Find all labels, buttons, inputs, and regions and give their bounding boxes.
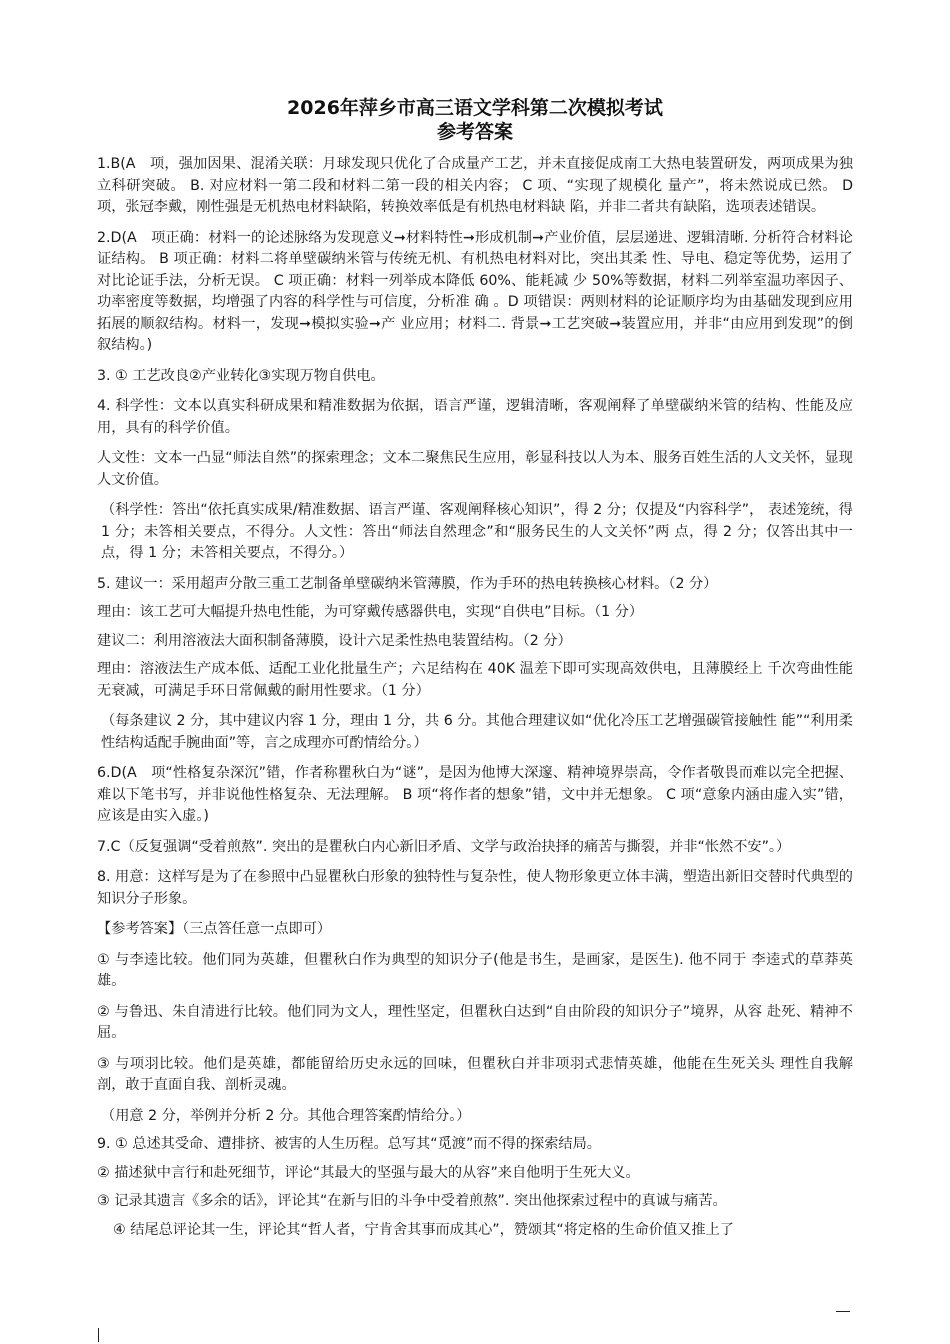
document-subtitle: 参考答案 [436,121,513,143]
answer-9-point-1: 9. ① 总述其受命、遭排挤、被害的人生历程。总写其“觅渡”而不得的探索结局。 [97,1136,601,1152]
answer-7: 7.C（反复强调“受着煎熬”. 突出的是瞿秋白内心新旧矛盾、文学与政治抉择的痛苦与撕裂，并非“怅然不安”。） [97,838,791,855]
answer-8-point-3: ③ 与项羽比较。他们是英雄，都能留给历史永远的回味，但瞿秋白并非项羽式悲情英雄，他能在生死关头 理性自我解剖，敢于直面自我、剖析灵魂。 [97,1055,853,1093]
answer-5-reason-2: 理由：溶液法生产成本低、适配工业化批量生产；六足结构在 40K 温差下即可实现高效供电，且薄膜经上 千次弯曲性能无衰减，可满足手环日常佩戴的耐用性要求。（1 分） [97,661,853,699]
answer-9-point-4: ④ 结尾总评论其一生，评论其“哲人者，宁肯舍其事而成其心”，赞颂其“将定格的生命价值又推上了 [113,1221,734,1238]
answer-5-scoring: （每条建议 2 分，其中建议内容 1 分，理由 1 分，共 6 分。其他合理建议如“优化冷压工艺增强碳管接触性 能”“利用柔性结构适配手腕曲面”等，言之成理亦可酌情给分。） [101,713,853,751]
answer-8-intent: 8. 用意：这样写是为了在参照中凸显瞿秋白形象的独特性与复杂性，使人物形象更立体丰满，塑造出新旧交替时代典型的知识分子形象。 [97,869,853,907]
answer-document [97,96,853,1248]
answer-3: 3. ① 工艺改良②产业转化③实现万物自供电。 [97,367,385,384]
answer-5-suggestion-2: 建议二：利用溶液法大面积制备薄膜，设计六足柔性热电装置结构。（2 分） [97,632,572,649]
answer-8-point-1: ① 与李逵比较。他们同为英雄，但瞿秋白作为典型的知识分子(他是书生，是画家，是医生). 他不同于 李逵式的草莽英雄。 [97,951,853,989]
answer-8-scoring: （用意 2 分，举例并分析 2 分。其他合理答案酌情给分。） [101,1107,471,1124]
page-edge-mark [836,1311,850,1312]
answer-5-suggestion-1: 5. 建议一：采用超声分散三重工艺制备单壁碳纳米管薄膜，作为手环的热电转换核心材料。（2 分） [97,575,718,592]
answer-9-point-2: ② 描述狱中言行和赴死细节，评论“其最大的坚强与最大的从容”来自他明于生死大义。 [97,1164,640,1181]
document-title: 2026年萍乡市高三语文学科第二次模拟考试 [287,97,663,119]
answer-1: 1.B(A 项，强加因果、混淆关联：月球发现只优化了合成量产工艺，并未直接促成南工大热电装置研发，两项成果为独立科研突破。 B. 对应材料一第二段和材料二第一段的相关内容； C 项、“实现了规模化 量产”，将未然说成已然。 D 项，张冠李戴，刚性强是无机热电材料缺陷，转换效率低是有机热电材料缺 陷，并非二者共有缺陷，选项表述错误。 [97,156,853,215]
answer-2: 2.D(A 项正确：材料一的论述脉络为发现意义➞材料特性➞形成机制➞产业价值，层层递进、逻辑清晰. 分析符合材料论证结构。 B 项正确：材料二将单壁碳纳米管与传统无机、有机热电材料对比，突出其柔 性、导电、稳定等优势，运用了对比论证手法，分析无误。 C 项正确：材料一列举成本降低 60%、能耗减 少 50%等数据，材料二列举室温功率因子、功率密度等数据，均增强了内容的科学性与可信度，分析准 确 。D 项错误：两则材料的论证顺序均为由基础发现到应用拓展的顺叙结构。材料一，发现➞模拟实验➞产 业应用；材料二. 背景➞工艺突破➞装置应用，并非“由应用到发现”的倒叙结构。) [97,229,853,353]
answer-9-point-3: ③ 记录其遗言《多余的话》，评论其“在新与旧的斗争中受着煎熬”. 突出他探索过程中的真诚与痛苦。 [97,1193,727,1209]
page-margin-tick [98,1328,99,1342]
answer-4-science: 4. 科学性：文本以真实科研成果和精准数据为依据，语言严谨，逻辑清晰，客观阐释了单壁碳纳米管的结构、性能及应用，具有的科学价值。 [97,398,853,436]
answer-4-scoring: （科学性：答出“依托真实成果/精准数据、语言严谨、客观阐释核心知识”，得 2 分；仅提及“内容科学”， 表述笼统，得 1 分；未答相关要点，不得分。人文性：答出“师法自然理念”和“服务民生的人文关怀”两 点，得 2 分；仅答出其中一点，得 1 分；未答相关要点，不得分。） [101,502,853,561]
answer-5-reason-1: 理由：该工艺可大幅提升热电性能，为可穿戴传感器供电，实现“自供电”目标。（1 分） [97,604,644,620]
answer-6: 6.D(A 项“性格复杂深沉”错，作者称瞿秋白为“谜”，是因为他博大深邃、精神境界崇高，令作者敬畏而难以完全把握、难以下笔书写，并非说他性格复杂、无法理解。 B 项“将作者的想象”错，文中并无想象。 C 项“意象内涵由虚入实”错，应该是由实入虚。) [97,765,853,824]
answer-4-humanity: 人文性：文本一凸显“师法自然”的探索理念；文本二聚焦民生应用，彰显科技以人为本、服务百姓生活的人文关怀，显现人文价值。 [97,450,853,488]
answer-8-point-2: ② 与鲁迅、朱自清进行比较。他们同为文人，理性坚定，但瞿秋白达到“自由阶段的知识分子”境界，从容 赴死、精神不屈。 [97,1003,853,1041]
answer-8-reference: 【参考答案】（三点答任意一点即可） [97,921,332,937]
